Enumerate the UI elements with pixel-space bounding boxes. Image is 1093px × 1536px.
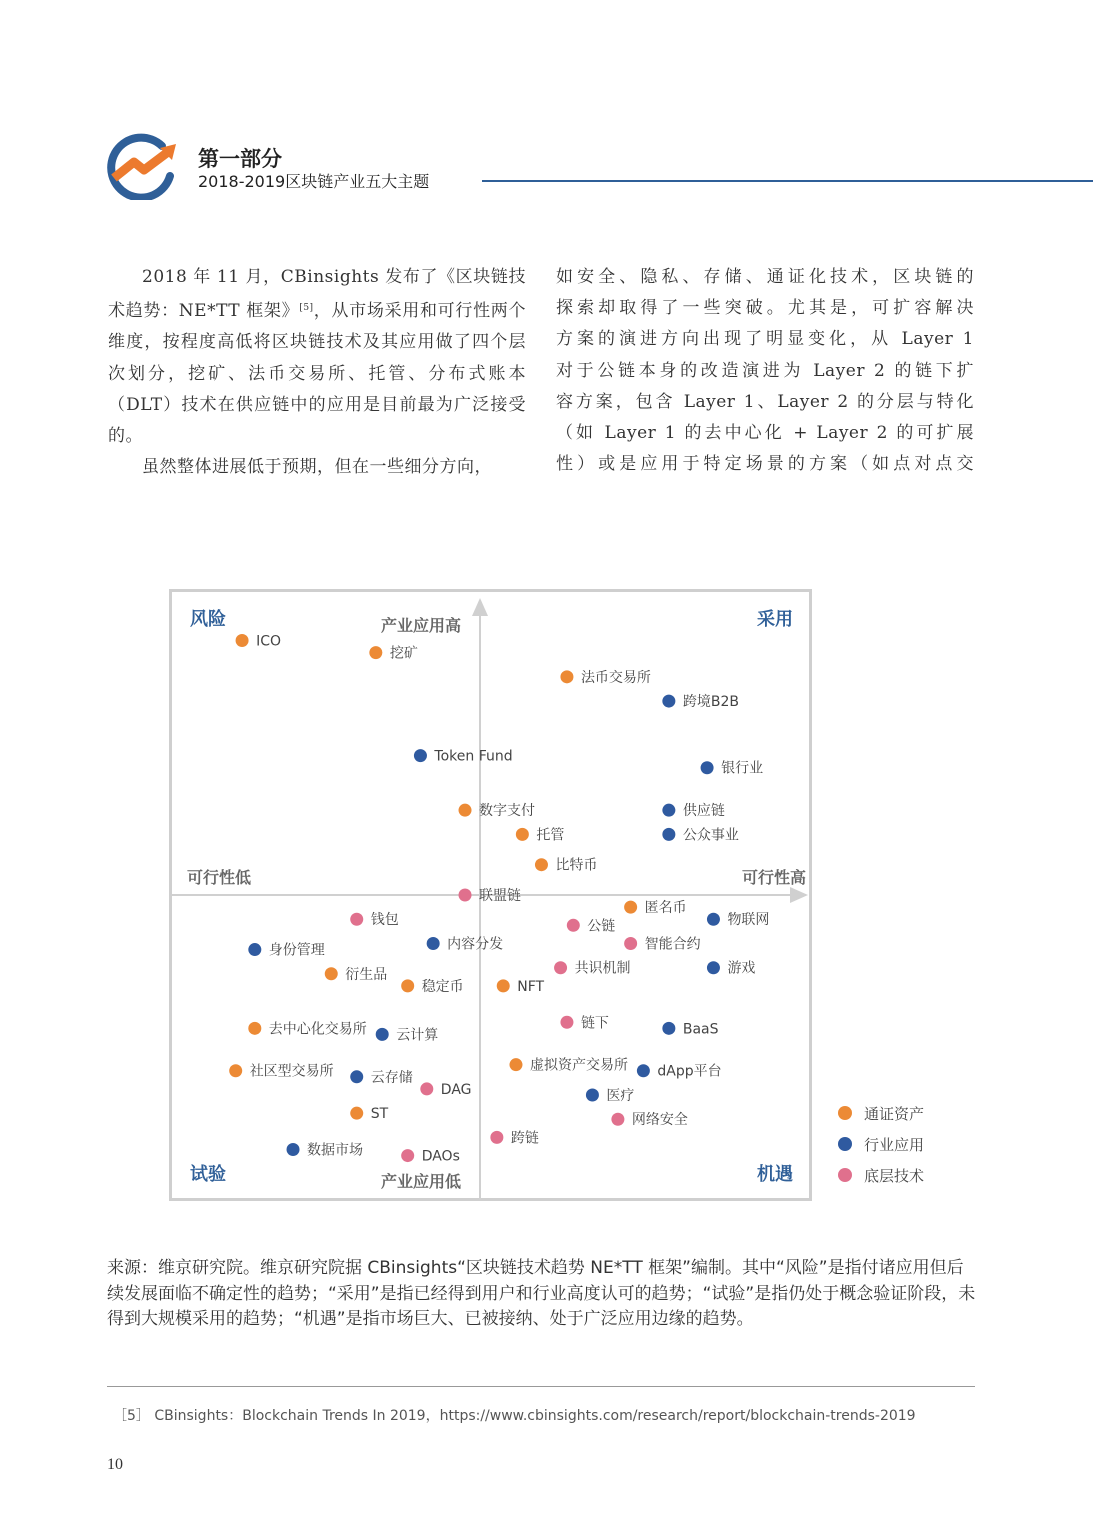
data-point-label: 虚拟资产交易所 <box>529 1057 628 1074</box>
data-point-label: 银行业 <box>721 760 764 777</box>
right-line-1: 如安全、隐私、存储、通证化技术，区块链的 <box>556 267 974 287</box>
data-point-label: 公链 <box>587 918 616 935</box>
data-point-label: 公众事业 <box>682 827 739 844</box>
part-subtitle: 2018-2019区块链产业五大主题 <box>198 172 430 191</box>
data-point-label: 内容分发 <box>447 936 504 953</box>
chart-frame <box>169 589 812 1201</box>
footnote-ref[interactable]: [5] <box>299 303 314 314</box>
body-left-column <box>108 262 526 483</box>
quadrant-label-risk: 风险 <box>190 609 226 630</box>
body-paragraph-1 <box>108 262 526 452</box>
data-point-label: dApp平台 <box>657 1063 722 1080</box>
quadrant-label-adopt: 采用 <box>757 609 793 630</box>
report-logo-icon <box>104 130 184 200</box>
data-point-label: BaaS <box>682 1021 719 1038</box>
data-point-label: 联盟链 <box>479 888 522 904</box>
legend-marker <box>838 1106 852 1120</box>
axis-label-y-low: 产业应用低 <box>380 1172 461 1191</box>
legend-marker <box>838 1168 852 1182</box>
body-paragraph-2: 虽然整体进展低于预期，但在一些细分方向， <box>142 457 492 478</box>
data-point-label: 身份管理 <box>268 942 325 959</box>
footnote-divider <box>107 1386 975 1387</box>
paragraph-1-text-a: 2018 年 11 月，CBinsights 发布了《区块链技术趋势：NE*TT 框架》 <box>108 267 526 322</box>
quadrant-label-opportunity: 机遇 <box>757 1164 793 1185</box>
data-point-label: 衍生品 <box>345 966 388 983</box>
data-point-label: 物联网 <box>727 912 770 929</box>
data-point-label: 医疗 <box>606 1087 635 1104</box>
page-number: 10 <box>107 1456 123 1473</box>
data-point-label: 稳定币 <box>421 978 464 995</box>
data-point-label: DAG <box>440 1081 472 1098</box>
data-point-label: 供应链 <box>682 803 725 820</box>
data-point-label: 跨境B2B <box>682 694 739 711</box>
legend-label: 行业应用 <box>864 1136 925 1154</box>
paragraph-1-text-b: ，从市场采用和可行性两个维度，按程度高低将区块链技术及其应用做了四个层次划分，挖矿、法币交易所、托管、分布式账本（DLT）技术在供应链中的应用是目前最为广泛接受的。 <box>108 301 526 447</box>
data-point-label: 数字支付 <box>479 803 536 820</box>
part-title: 第一部分 <box>198 147 282 171</box>
legend-label: 底层技术 <box>864 1167 925 1185</box>
data-point-label: Token Fund <box>434 748 513 765</box>
quadrant-label-experiment: 试验 <box>190 1164 226 1185</box>
data-point-label: 社区型交易所 <box>249 1063 334 1080</box>
axis-label-x-high: 可行性高 <box>741 868 806 887</box>
data-point-label: 云计算 <box>396 1027 439 1044</box>
data-point-label: 法币交易所 <box>580 669 651 686</box>
legend-label: 通证资产 <box>864 1105 925 1123</box>
data-point-label: DAOs <box>421 1148 460 1165</box>
data-point-label: 游戏 <box>727 960 756 977</box>
data-point-label: 链下 <box>580 1015 609 1032</box>
data-point-label: 比特币 <box>555 857 598 874</box>
data-point-label: 数据市场 <box>307 1142 364 1159</box>
data-point-label: 共识机制 <box>574 960 631 977</box>
footnote-5[interactable]: ［5］ CBinsights：Blockchain Trends In 2019，https://www.cbinsights.com/research/report/blockchain-trends-2019 <box>113 1408 916 1424</box>
axis-label-x-low: 可行性低 <box>187 868 252 887</box>
data-point-label: 去中心化交易所 <box>268 1021 367 1038</box>
data-point-label: 智能合约 <box>644 936 701 953</box>
body-right-column <box>556 262 974 480</box>
header-divider <box>482 180 1093 182</box>
data-point-label: ICO <box>256 633 282 650</box>
axis-label-y-high: 产业应用高 <box>380 616 461 635</box>
data-point-label: 云存储 <box>370 1069 413 1086</box>
right-line-5: 容方案，包含 Layer 1、Layer 2 的分层与特化 <box>556 391 974 412</box>
data-point-label: NFT <box>517 978 545 995</box>
right-line-3: 方案的演进方向出现了明显变化，从 Layer 1 <box>556 329 974 350</box>
right-line-2: 探索却取得了一些突破。尤其是，可扩容解决 <box>556 298 974 319</box>
data-point-label: 网络安全 <box>631 1112 688 1129</box>
chart-source-caption: 来源：维京研究院。维京研究院据 CBinsights“区块链技术趋势 NE*TT 框架”编制。其中“风险”是指付诸应用但后续发展面临不确定性的趋势；“采用”是指已经得到用户和行业高度认可的趋势；“试验”是指仍处于概念验证阶段，未得到大规模采用的趋势；“机遇”是指市场巨大、已被接纳、处于广泛应用边缘的趋势。 <box>107 1258 976 1329</box>
right-line-4: 对于公链本身的改造演进为 Layer 2 的链下扩 <box>556 360 974 381</box>
right-line-6: （如 Layer 1 的去中心化 + Layer 2 的可扩展 <box>556 423 974 444</box>
data-point-label: 挖矿 <box>389 645 418 662</box>
data-point-label: 匿名币 <box>644 900 687 917</box>
data-point-label: 钱包 <box>370 912 399 929</box>
right-line-7: 性）或是应用于特定场景的方案（如点对点交 <box>556 454 974 475</box>
data-point-label: 托管 <box>536 827 565 844</box>
data-point-label: 跨链 <box>510 1130 539 1147</box>
data-point-label: ST <box>370 1106 389 1123</box>
legend-marker <box>838 1137 852 1151</box>
